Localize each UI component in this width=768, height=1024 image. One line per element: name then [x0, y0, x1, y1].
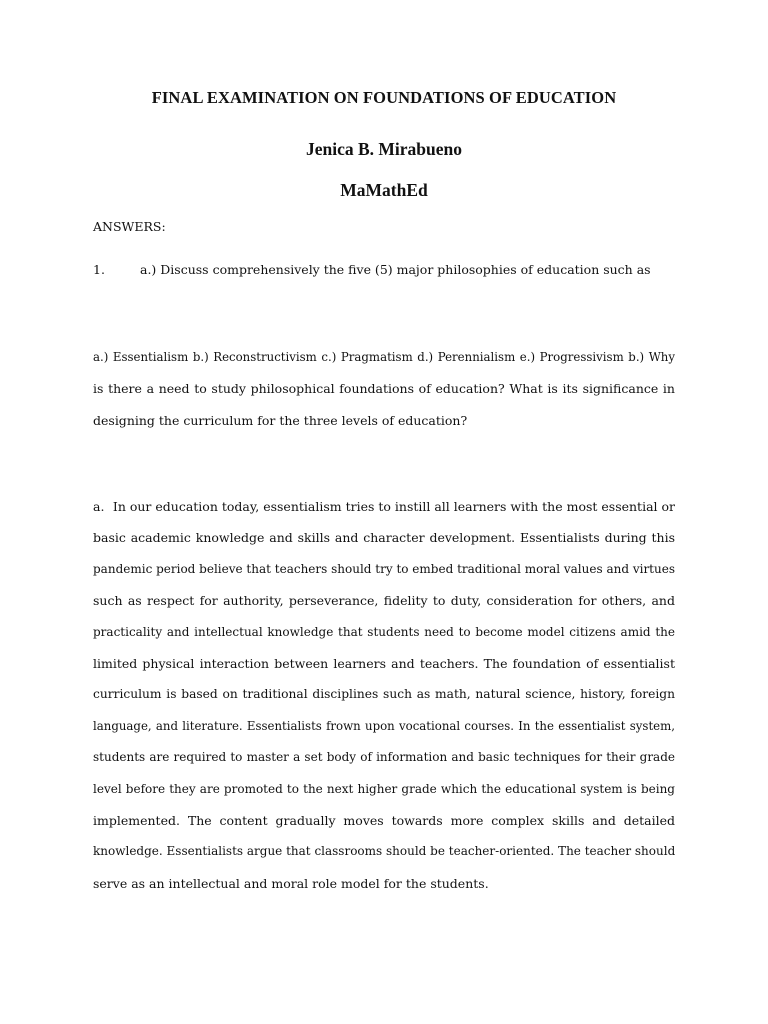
- paragraph-line: implemented. The content gradually moves towards more complex skills and detailed: [93, 812, 675, 828]
- document-title: FINAL EXAMINATION ON FOUNDATIONS OF EDUCATION: [151, 88, 617, 107]
- paragraph-line: a.) Essentialism b.) Reconstructivism c.) Pragmatism d.) Perennialism e.) Progressivism b.) Why: [93, 350, 675, 364]
- paragraph-line: such as respect for authority, perseverance, fidelity to duty, consideration for others, and: [93, 593, 675, 609]
- paragraph-line: curriculum is based on traditional disciplines such as math, natural science, history, foreign: [93, 687, 675, 702]
- paragraph-line: students are required to master a set body of information and basic techniques for their grade: [93, 750, 675, 765]
- answer-first-line: In our education today, essentialism tries to instill all learners with the most essential or: [112, 499, 675, 514]
- paragraph-line: designing the curriculum for the three levels of education?: [93, 412, 468, 428]
- paragraph-line: is there a need to study philosophical foundations of education? What is its significance in: [93, 381, 675, 397]
- question-continued-paragraph: [93, 342, 675, 436]
- paragraph-line: language, and literature. Essentialists frown upon vocational courses. In the essentialist system,: [93, 718, 675, 733]
- author-name: Jenica B. Mirabueno: [305, 139, 463, 159]
- paragraph-line: pandemic period believe that teachers should try to embed traditional moral values and virtues: [93, 561, 675, 576]
- answer-a-paragraph: [93, 491, 675, 899]
- paragraph-line: level before they are promoted to the next higher grade which the educational system is being: [93, 781, 675, 796]
- paragraph-line: limited physical interaction between learners and teachers. The foundation of essentialist: [93, 655, 675, 671]
- question-text: a.) Discuss comprehensively the five (5) major philosophies of education such as: [140, 262, 651, 277]
- paragraph-line: practicality and intellectual knowledge that students need to become model citizens amid the: [93, 624, 675, 639]
- paragraph-line: serve as an intellectual and moral role model for the students.: [93, 875, 489, 891]
- paragraph-line: basic academic knowledge and skills and character development. Essentialists during this: [93, 530, 675, 546]
- answer-label: a.: [93, 499, 105, 514]
- answers-heading: ANSWERS:: [93, 219, 166, 234]
- question-number: 1.: [93, 262, 105, 277]
- program-name: MaMathEd: [340, 180, 428, 200]
- paragraph-line-first: [93, 491, 675, 522]
- paragraph-line: knowledge. Essentialists argue that classrooms should be teacher-oriented. The teacher should: [93, 844, 676, 859]
